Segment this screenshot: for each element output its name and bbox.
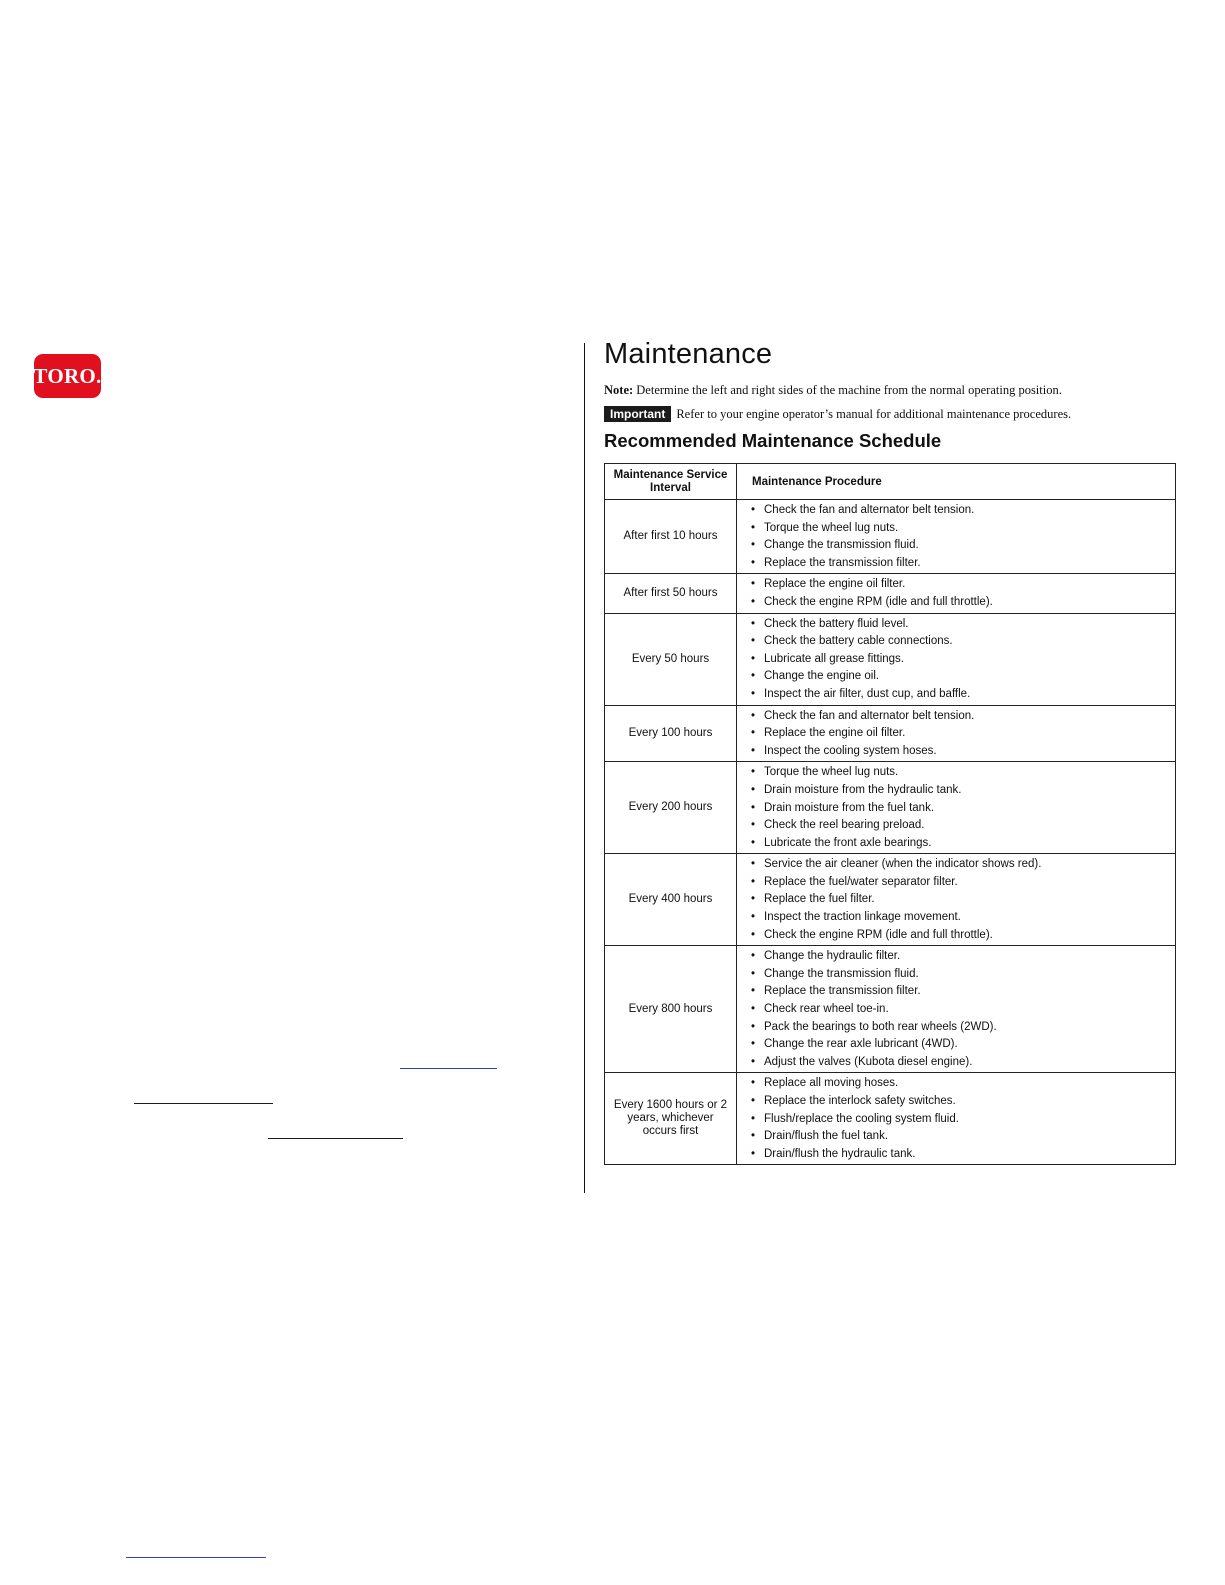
procedure-item: • Check the engine RPM (idle and full throttle).	[751, 927, 1169, 945]
table-row	[605, 574, 1176, 613]
header-procedure: Maintenance Procedure	[737, 464, 1176, 500]
interval-cell: Every 800 hours	[605, 946, 737, 1073]
procedure-item: • Replace the engine oil filter.	[751, 725, 1169, 743]
important-notice	[604, 406, 1179, 422]
interval-cell: Every 1600 hours or 2 years, whichever occurs first	[605, 1073, 737, 1165]
link-underline[interactable]	[400, 1068, 497, 1069]
procedure-cell	[737, 705, 1176, 762]
interval-cell: After first 10 hours	[605, 500, 737, 574]
column-divider	[584, 343, 585, 1193]
procedure-item: • Inspect the cooling system hoses.	[751, 743, 1169, 761]
schedule-title: Recommended Maintenance Schedule	[604, 430, 942, 451]
procedure-item: • Change the transmission fluid.	[751, 966, 1169, 984]
procedure-item: • Lubricate the front axle bearings.	[751, 835, 1169, 853]
procedure-item: • Replace the interlock safety switches.	[751, 1093, 1169, 1111]
procedure-item: • Flush/replace the cooling system fluid.	[751, 1111, 1169, 1129]
procedure-item: • Replace all moving hoses.	[751, 1075, 1169, 1093]
interval-cell: Every 400 hours	[605, 854, 737, 946]
procedure-item: • Drain/flush the hydraulic tank.	[751, 1146, 1169, 1164]
procedure-item: • Replace the fuel filter.	[751, 891, 1169, 909]
procedure-cell	[737, 574, 1176, 613]
procedure-list	[751, 502, 1169, 572]
procedure-item: • Check the battery fluid level.	[751, 616, 1169, 634]
procedure-item: • Torque the wheel lug nuts.	[751, 520, 1169, 538]
procedure-cell	[737, 854, 1176, 946]
procedure-list	[751, 576, 1169, 611]
procedure-list	[751, 764, 1169, 852]
procedure-item: • Change the transmission fluid.	[751, 537, 1169, 555]
procedure-cell	[737, 613, 1176, 705]
procedure-item: • Check rear wheel toe-in.	[751, 1001, 1169, 1019]
procedure-list	[751, 856, 1169, 944]
procedure-item: • Inspect the air filter, dust cup, and baffle.	[751, 686, 1169, 704]
logo-text: TORO.	[33, 363, 102, 388]
procedure-item: • Drain moisture from the hydraulic tank.	[751, 782, 1169, 800]
maintenance-schedule-table	[604, 463, 1176, 1165]
procedure-item: • Service the air cleaner (when the indicator shows red).	[751, 856, 1169, 874]
procedure-list	[751, 1075, 1169, 1163]
procedure-item: • Adjust the valves (Kubota diesel engine).	[751, 1054, 1169, 1072]
procedure-cell	[737, 500, 1176, 574]
interval-cell: Every 200 hours	[605, 762, 737, 854]
procedure-cell	[737, 1073, 1176, 1165]
link-underline[interactable]	[126, 1557, 266, 1558]
procedure-list	[751, 708, 1169, 761]
procedure-item: • Inspect the traction linkage movement.	[751, 909, 1169, 927]
procedure-item: • Replace the transmission filter.	[751, 555, 1169, 573]
table-row	[605, 500, 1176, 574]
link-underline[interactable]	[134, 1103, 273, 1104]
link-underline[interactable]	[268, 1138, 403, 1139]
procedure-item: • Check the reel bearing preload.	[751, 817, 1169, 835]
table-row	[605, 705, 1176, 762]
procedure-item: • Drain moisture from the fuel tank.	[751, 800, 1169, 818]
procedure-item: • Check the engine RPM (idle and full throttle).	[751, 594, 1169, 612]
note-text: Determine the left and right sides of the machine from the normal operating position.	[636, 383, 1062, 397]
procedure-item: • Change the engine oil.	[751, 668, 1169, 686]
interval-cell: Every 100 hours	[605, 705, 737, 762]
procedure-item: • Change the rear axle lubricant (4WD).	[751, 1036, 1169, 1054]
procedure-item: • Pack the bearings to both rear wheels (2WD).	[751, 1019, 1169, 1037]
toro-logo	[34, 354, 101, 398]
procedure-list	[751, 616, 1169, 704]
header-interval: Maintenance Service Interval	[605, 464, 737, 500]
table-header-row	[605, 464, 1176, 500]
table-row	[605, 1073, 1176, 1165]
procedure-item: • Check the fan and alternator belt tension.	[751, 708, 1169, 726]
interval-cell: Every 50 hours	[605, 613, 737, 705]
note-label: Note:	[604, 383, 634, 397]
page-title: Maintenance	[604, 338, 773, 370]
procedure-item: • Replace the engine oil filter.	[751, 576, 1169, 594]
maintenance-section	[604, 338, 1179, 1165]
procedure-cell	[737, 946, 1176, 1073]
procedure-item: • Replace the fuel/water separator filter.	[751, 874, 1169, 892]
important-badge: Important	[604, 406, 671, 422]
procedure-item: • Replace the transmission filter.	[751, 983, 1169, 1001]
procedure-item: • Check the battery cable connections.	[751, 633, 1169, 651]
table-row	[605, 946, 1176, 1073]
procedure-item: • Check the fan and alternator belt tension.	[751, 502, 1169, 520]
procedure-cell	[737, 762, 1176, 854]
procedure-item: • Change the hydraulic filter.	[751, 948, 1169, 966]
table-row	[605, 762, 1176, 854]
procedure-item: • Torque the wheel lug nuts.	[751, 764, 1169, 782]
interval-cell: After first 50 hours	[605, 574, 737, 613]
note	[604, 383, 1179, 398]
table-body	[605, 500, 1176, 1165]
table-row	[605, 854, 1176, 946]
procedure-item: • Drain/flush the fuel tank.	[751, 1128, 1169, 1146]
important-text: Refer to your engine operator’s manual for additional maintenance procedures.	[676, 406, 1072, 421]
table-row	[605, 613, 1176, 705]
procedure-item: • Lubricate all grease fittings.	[751, 651, 1169, 669]
procedure-list	[751, 948, 1169, 1071]
